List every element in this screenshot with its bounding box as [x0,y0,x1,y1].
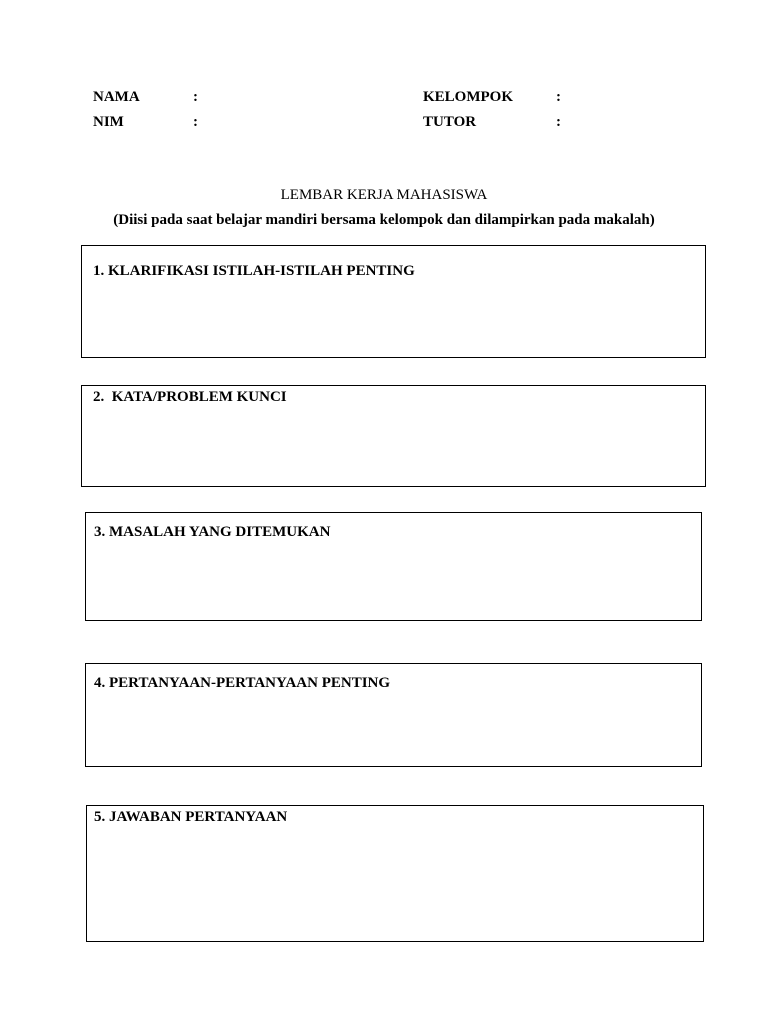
section-label: 2. KATA/PROBLEM KUNCI [93,389,287,405]
section-label: 1. KLARIFIKASI ISTILAH-ISTILAH PENTING [93,263,415,279]
nim-separator: : [193,114,198,130]
document-subtitle: (Diisi pada saat belajar mandiri bersama kelompok dan dilampirkan pada makalah) [113,212,655,228]
section-box-masalah[interactable] [85,512,702,621]
group-label: KELOMPOK [423,89,513,105]
name-separator: : [193,89,198,105]
document-title: LEMBAR KERJA MAHASISWA [280,187,488,203]
tutor-label: TUTOR [423,114,477,130]
section-box-klarifikasi[interactable] [81,245,706,358]
section-label: 5. JAWABAN PERTANYAAN [94,809,288,825]
tutor-separator: : [556,114,561,130]
nim-label: NIM [93,114,124,130]
group-separator: : [556,89,561,105]
section-box-kata-kunci[interactable] [81,385,706,487]
section-box-pertanyaan[interactable] [85,663,702,767]
name-label: NAMA [93,89,140,105]
section-label: 4. PERTANYAAN-PERTANYAAN PENTING [94,675,391,691]
section-box-jawaban[interactable] [86,805,704,942]
section-label: 3. MASALAH YANG DITEMUKAN [94,524,331,540]
